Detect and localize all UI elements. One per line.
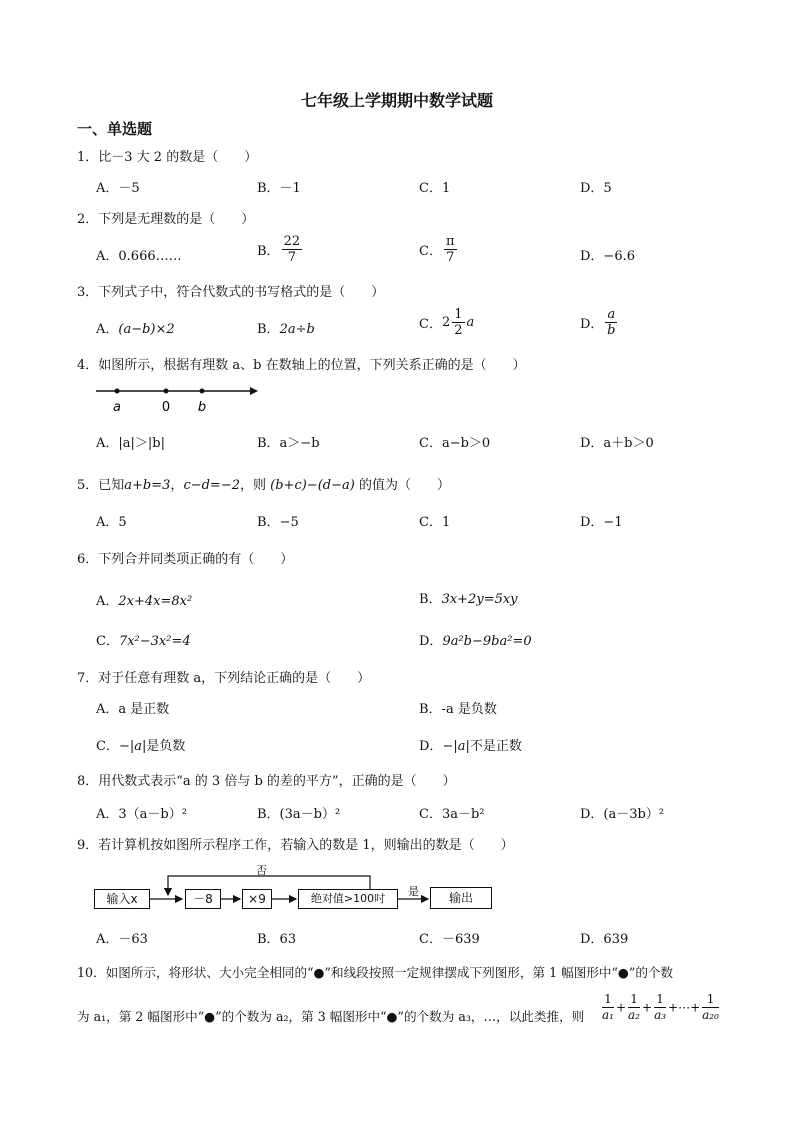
q10-term-2 [628, 992, 640, 1023]
q10-term-1-den: a₁ [602, 1008, 614, 1022]
label-zero: 0 [161, 400, 171, 415]
q2-stem: 2．下列是无理数的是（ ） [77, 212, 255, 227]
flow-no-label: 否 [256, 864, 267, 877]
q3-c-integer: 2 [441, 315, 451, 330]
q7-option-c-label: C． [96, 739, 119, 754]
q9-option-c: C．－639 [419, 932, 480, 947]
q7-stem: 7．对于任意有理数 a，下列结论正确的是（ ） [77, 671, 371, 686]
q3-option-c-fraction [452, 307, 464, 338]
q6-option-b-expr: 3x+2y=5xy [441, 592, 518, 607]
q10-term-3-num: 1 [654, 992, 666, 1008]
label-a: a [113, 400, 121, 415]
flow-input-box: 输入x [94, 889, 150, 909]
number-line-figure [90, 382, 270, 418]
q5-condition-2: c−d=−2 [183, 478, 240, 493]
q5-expression: (b+c)−(d−a) [270, 478, 355, 493]
q5-option-d: D．−1 [580, 515, 623, 530]
q5-prefix: 5．已知 [77, 478, 125, 493]
q5-option-a: A．5 [96, 515, 127, 530]
q4-option-d: D．a＋b＞0 [580, 436, 654, 451]
q3-option-a-expr: (a−b)×2 [118, 322, 175, 337]
q6-option-b [419, 588, 518, 607]
q10-term-20-num: 1 [702, 992, 719, 1008]
q5-separator: ， [170, 478, 184, 493]
q2-option-c [419, 234, 459, 265]
q3-c-variable: a [466, 315, 475, 330]
q7-option-d [419, 735, 522, 754]
q5-option-c: C．1 [419, 515, 451, 530]
point-a [115, 389, 120, 394]
q7-option-d-label: D． [419, 739, 443, 754]
q4-option-c: C．a−b＞0 [419, 436, 491, 451]
q8-stem: 8．用代数式表示“a 的 3 倍与 b 的差的平方”，正确的是（ ） [77, 774, 456, 789]
q6-stem: 6．下列合并同类项正确的有（ ） [77, 552, 294, 567]
q3-stem: 3．下列式子中，符合代数式的书写格式的是（ ） [77, 285, 385, 300]
q3-option-d-fraction [605, 307, 617, 338]
flow-multiply-box: ×9 [242, 889, 272, 909]
program-flowchart [90, 860, 510, 920]
q9-option-b: B．63 [257, 932, 297, 947]
q8-option-c: C．3a－b² [419, 807, 485, 822]
q10-plus-2: + [642, 1000, 653, 1015]
q3-c-denominator: 2 [454, 323, 463, 338]
q3-option-c [419, 307, 474, 338]
q6-option-d [419, 630, 532, 649]
q10-term-3 [654, 992, 666, 1023]
q7-option-b: B．-a 是负数 [419, 702, 497, 717]
q3-d-numerator: a [607, 307, 616, 322]
q3-option-a-label: A． [96, 322, 119, 337]
q6-option-d-expr: 9a²b−9ba²=0 [442, 634, 532, 649]
q6-option-b-label: B． [419, 592, 442, 607]
q7-option-c [96, 735, 185, 754]
q1-option-c: C．1 [419, 181, 451, 196]
q8-option-b: B．(3a－b）² [257, 807, 341, 822]
q5-condition-1: a+b=3 [124, 478, 171, 493]
q10-term-1 [602, 992, 614, 1023]
q6-option-a-expr: 2x+4x=8x² [118, 594, 193, 609]
q5-mid: ，则 [240, 478, 267, 493]
q10-term-20 [702, 992, 719, 1023]
q7-option-d-text: 不是正数 [469, 739, 522, 754]
q3-option-b [257, 318, 315, 337]
section-heading: 一、单选题 [77, 120, 153, 138]
q2-c-denominator: 7 [446, 250, 455, 265]
q3-option-a [96, 318, 175, 337]
q7-option-a: A．a 是正数 [96, 702, 170, 717]
q3-c-numerator: 1 [454, 307, 463, 322]
q2-option-d: D．−6.6 [580, 249, 635, 264]
q3-option-b-expr: 2a÷b [279, 322, 315, 337]
q10-term-2-den: a₂ [628, 1008, 640, 1022]
q10-plus-1: + [615, 1000, 627, 1015]
label-b: b [197, 400, 207, 415]
q1-option-d: D．5 [580, 181, 612, 196]
q3-option-c-label: C． [419, 317, 442, 332]
q3-option-d [580, 307, 619, 338]
q9-option-d: D．639 [580, 932, 629, 947]
flow-subtract-box: －8 [185, 889, 221, 909]
q10-line-2: 为 a₁，第 2 幅图形中“●”的个数为 a₂，第 3 幅图形中“●”的个数为 a₃，…，以此类推，则 [77, 1009, 585, 1024]
point-zero [164, 389, 169, 394]
q8-option-a: A．3（a－b）² [96, 807, 187, 822]
q9-stem: 9．若计算机按如图所示程序工作，若输入的数是 1，则输出的数是（ ） [77, 838, 514, 853]
q7-option-c-expr: −|a| [118, 739, 147, 754]
q3-option-d-label: D． [580, 317, 604, 332]
q2-b-denominator: 7 [287, 250, 296, 265]
q2-option-b-label: B． [257, 244, 280, 259]
q6-option-c-label: C． [96, 634, 119, 649]
q7-option-c-text: 是负数 [146, 739, 186, 754]
q10-term-3-den: a₃ [654, 1008, 667, 1022]
q2-option-b [257, 234, 304, 265]
q4-option-a: A．|a|＞|b| [96, 436, 165, 451]
q6-option-c-expr: 7x²−3x²=4 [118, 634, 191, 649]
q1-option-b: B．－1 [257, 181, 301, 196]
q2-option-c-fraction [444, 234, 457, 265]
q5-option-b: B．−5 [257, 515, 299, 530]
q10-term-1-num: 1 [602, 992, 614, 1008]
q6-option-a-label: A． [96, 594, 119, 609]
q6-option-a [96, 590, 192, 609]
q1-stem: 1．比－3 大 2 的数是（ ） [77, 150, 258, 165]
q10-term-20-den: a₂₀ [702, 1008, 719, 1022]
q2-option-a: A．0.666…… [96, 249, 182, 264]
q5-stem [77, 474, 450, 493]
q2-c-numerator: π [445, 234, 455, 249]
q9-option-a: A．－63 [96, 932, 148, 947]
q4-option-b: B．a＞−b [257, 436, 320, 451]
q3-d-denominator: b [607, 323, 616, 338]
flow-output-box: 输出 [430, 887, 492, 909]
point-b [200, 389, 205, 394]
q3-option-b-label: B． [257, 322, 280, 337]
q8-option-d: D．(a－3b）² [580, 807, 665, 822]
q10-term-2-num: 1 [628, 992, 640, 1008]
q7-option-d-expr: −|a| [442, 739, 470, 754]
flow-decision-box: 绝对值>100吋 [298, 889, 398, 909]
q2-option-b-fraction [282, 234, 303, 265]
number-line-arrow [250, 387, 258, 395]
q2-b-numerator: 22 [283, 234, 301, 249]
q10-ellipsis: +⋯+ [668, 1000, 701, 1015]
page-title: 七年级上学期期中数学试题 [300, 91, 493, 110]
q2-option-c-label: C． [419, 244, 442, 259]
q5-suffix: 的值为（ ） [358, 478, 450, 493]
q6-option-c [96, 630, 191, 649]
q10-line-1: 10．如图所示，将形状、大小完全相同的“●”和线段按照一定规律摆成下列图形，第 1 幅图形中“●”的个数 [77, 965, 674, 980]
q10-sum-expression [600, 992, 721, 1023]
flow-yes-label: 是 [408, 885, 419, 898]
q1-option-a: A．－5 [96, 181, 140, 196]
q4-stem: 4．如图所示，根据有理数 a、b 在数轴上的位置，下列关系正确的是（ ） [77, 358, 526, 373]
q6-option-d-label: D． [419, 634, 443, 649]
